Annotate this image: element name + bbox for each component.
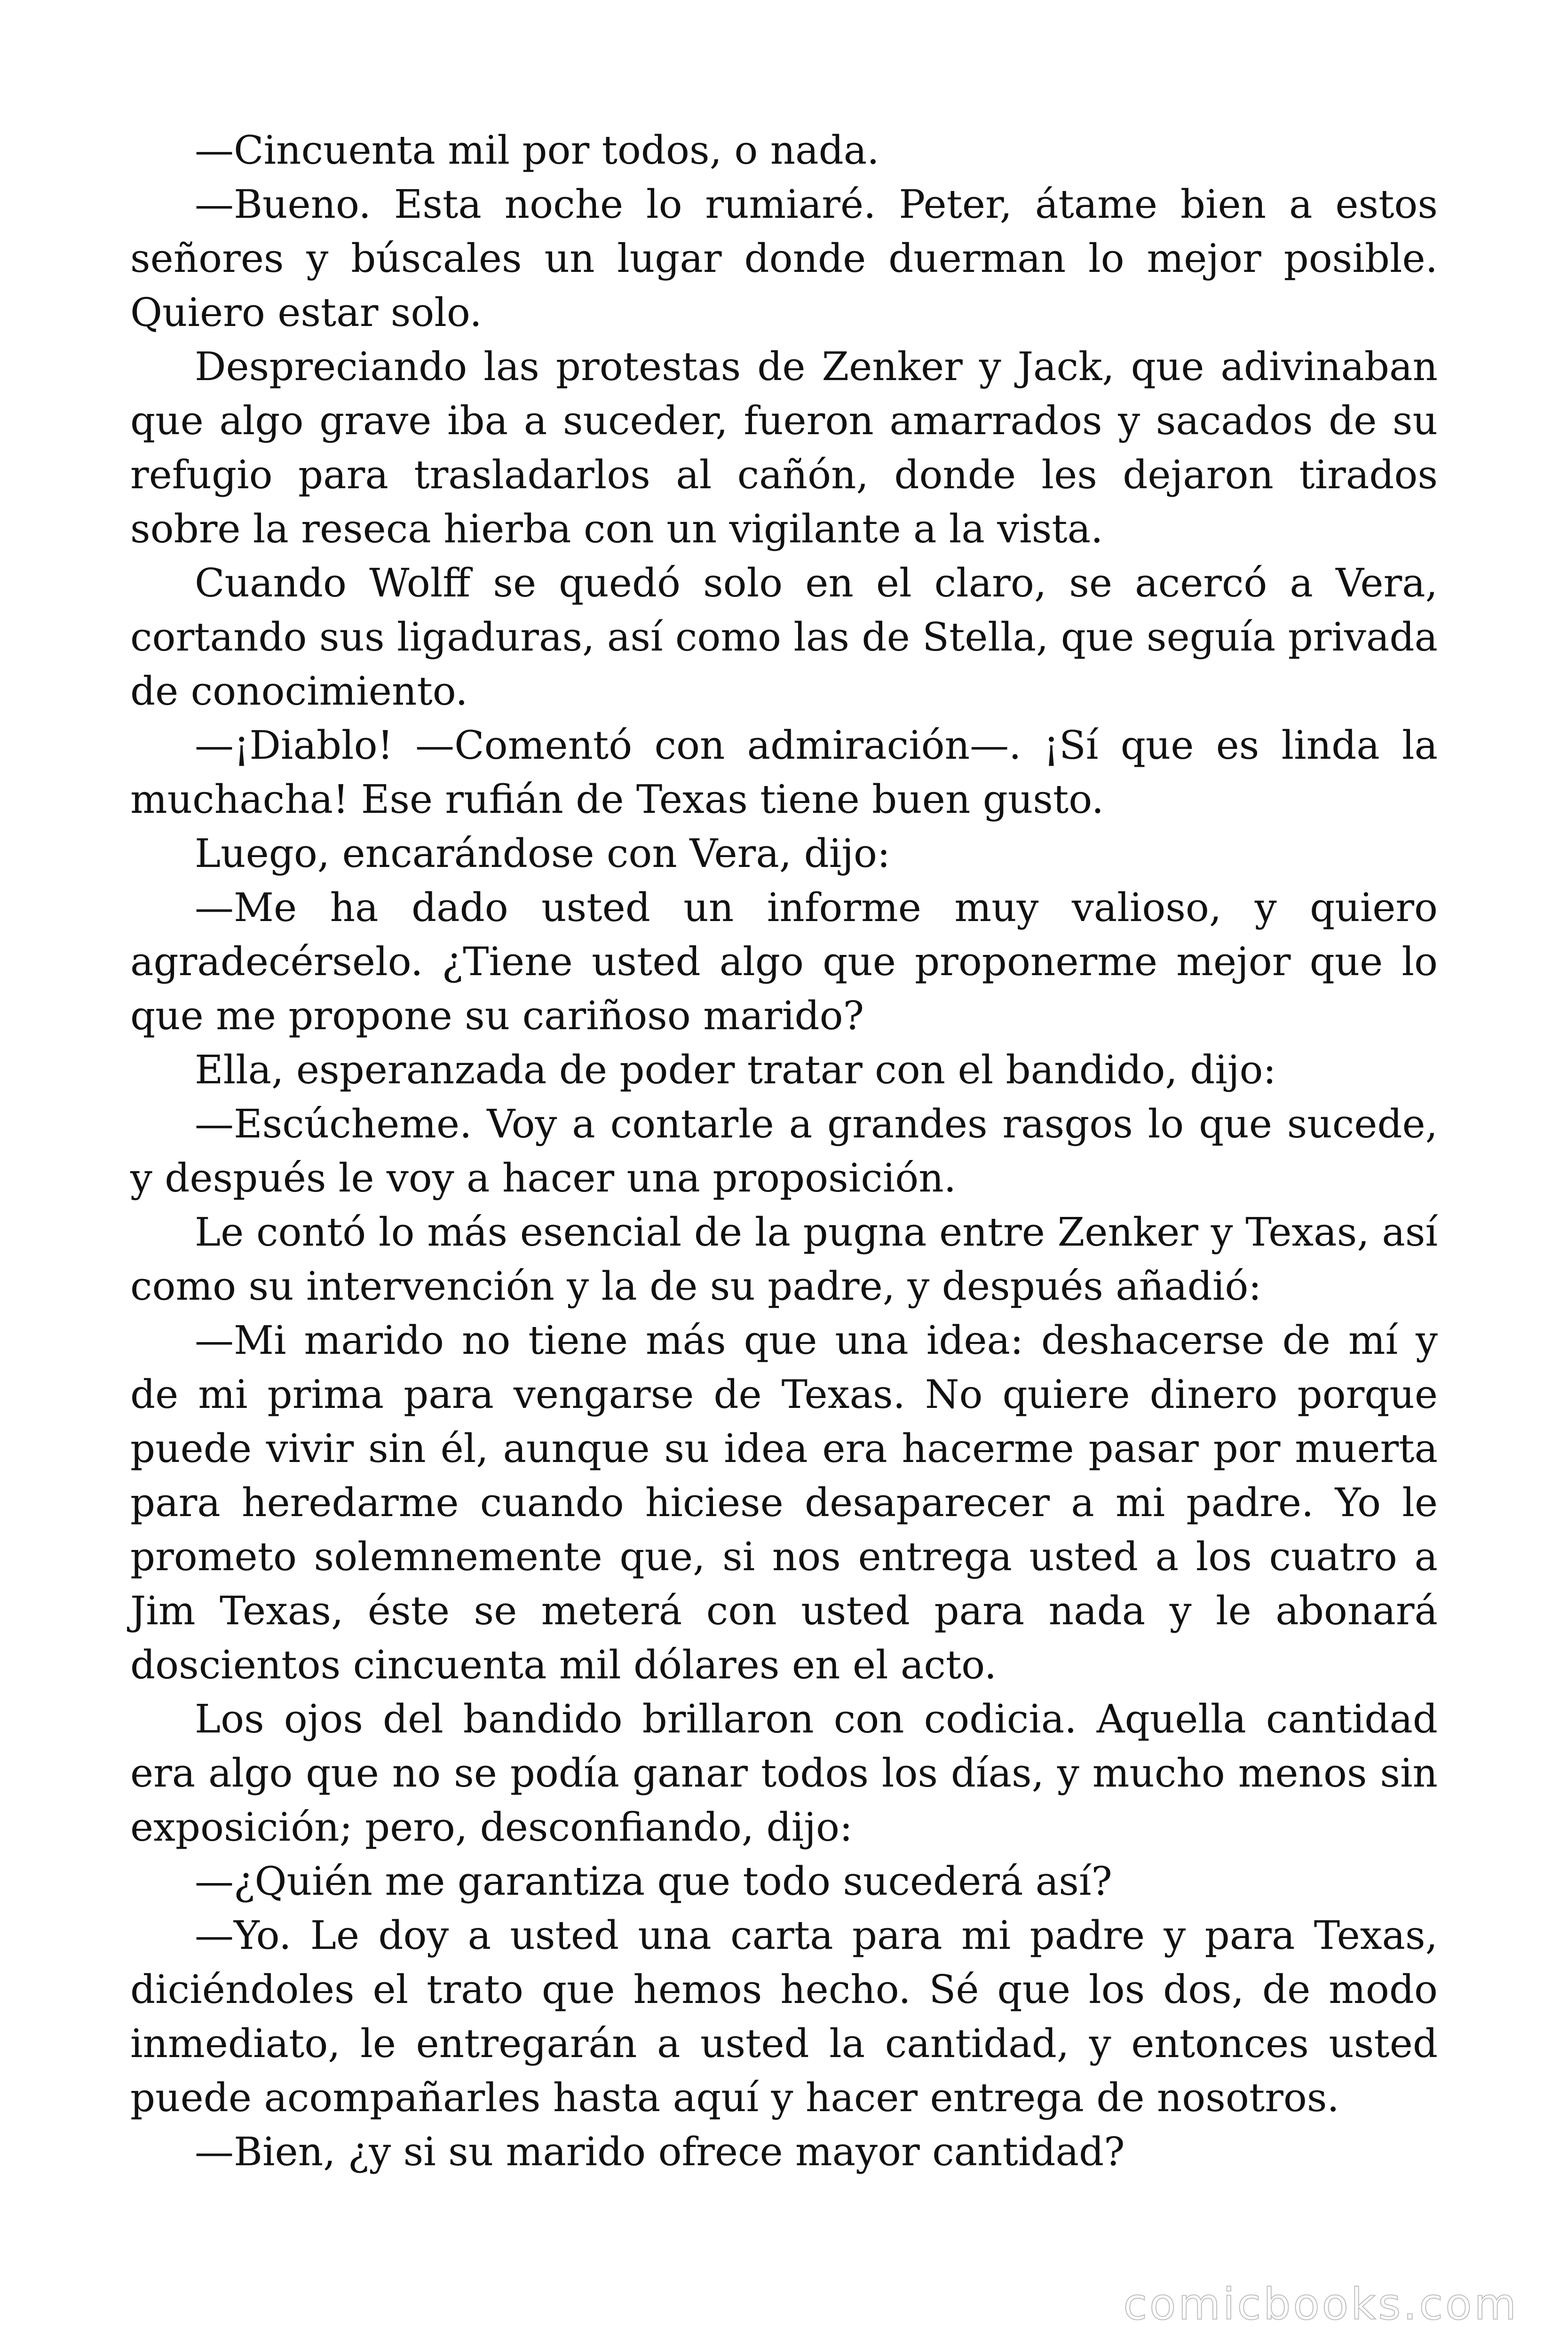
body-text xyxy=(130,123,1438,2179)
paragraph: Los ojos del bandido brillaron con codicia. Aquella cantidad era algo que no se podía ganar todos los días, y mucho menos sin exposición; pero, desconfiando, dijo: xyxy=(130,1696,1438,1850)
watermark: comicbooks.com xyxy=(1123,2279,1519,2329)
paragraph: —Me ha dado usted un informe muy valioso, y quiero agradecérselo. ¿Tiene usted algo que proponerme mejor que lo que me propone su cariñoso marido? xyxy=(130,885,1438,1039)
paragraph: —¿Quién me garantiza que todo sucederá así? xyxy=(195,1859,1112,1904)
paragraph: —¡Diablo! —Comentó con admiración—. ¡Sí que es linda la muchacha! Ese rufián de Texas tiene buen gusto. xyxy=(130,723,1438,822)
paragraph: Despreciando las protestas de Zenker y Jack, que adivinaban que algo grave iba a suceder, fueron amarrados y sacados de su refugio para trasladarlos al cañón, donde les dejaron tirados sobre la reseca hierba con un vigilante a la vista. xyxy=(130,344,1438,552)
paragraph: —Mi marido no tiene más que una idea: deshacerse de mí y de mi prima para vengarse de Texas. No quiere dinero porque puede vivir sin él, aunque su idea era hacerme pasar por muerta para heredarme cuando hiciese desaparecer a mi padre. Yo le prometo solemnemente que, si nos entrega usted a los cuatro a Jim Texas, éste se meterá con usted para nada y le abonará doscientos cincuenta mil dólares en el acto. xyxy=(130,1318,1438,1688)
paragraph: —Yo. Le doy a usted una carta para mi padre y para Texas, diciéndoles el trato que hemos hecho. Sé que los dos, de modo inmediato, le entregarán a usted la cantidad, y entonces usted puede acompañarles hasta aquí y hacer entrega de nosotros. xyxy=(130,1913,1438,2121)
paragraph: —Cincuenta mil por todos, o nada. xyxy=(195,127,879,173)
paragraph: Ella, esperanzada de poder tratar con el bandido, dijo: xyxy=(195,1047,1276,1093)
paragraph: Cuando Wolff se quedó solo en el claro, se acercó a Vera, cortando sus ligaduras, así como las de Stella, que seguía privada de conocimiento. xyxy=(130,560,1438,714)
paragraph: —Escúcheme. Voy a contarle a grandes rasgos lo que sucede, y después le voy a hacer una proposición. xyxy=(130,1101,1438,1201)
paragraph: Luego, encarándose con Vera, dijo: xyxy=(195,831,890,876)
paragraph: —Bueno. Esta noche lo rumiaré. Peter, átame bien a estos señores y búscales un lugar donde duerman lo mejor posible. Quiero estar solo. xyxy=(130,182,1438,335)
paragraph: —Bien, ¿y si su marido ofrece mayor cantidad? xyxy=(195,2129,1125,2175)
paragraph: Le contó lo más esencial de la pugna entre Zenker y Texas, así como su intervención y la de su padre, y después añadió: xyxy=(130,1209,1438,1309)
